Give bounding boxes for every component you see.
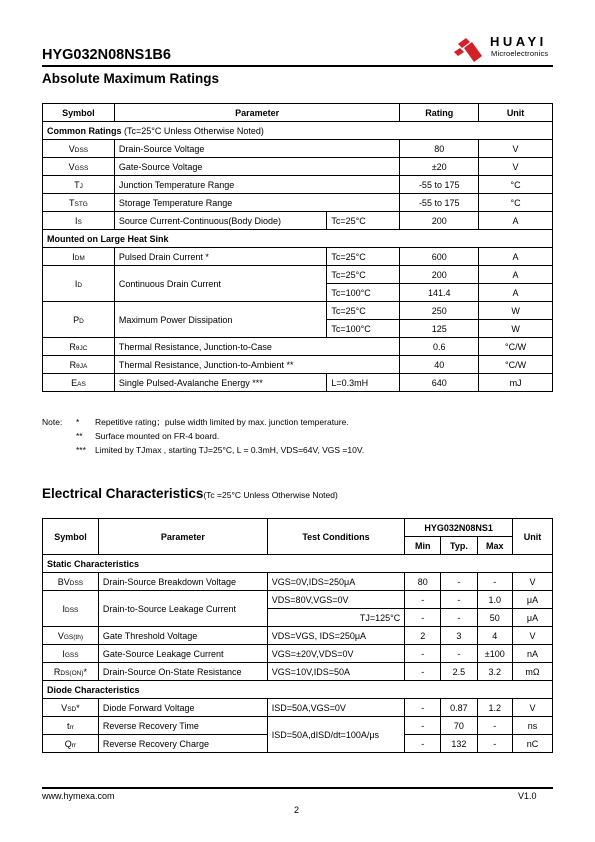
company-logo bbox=[452, 34, 556, 64]
col-typ: Typ. bbox=[441, 537, 477, 555]
rating-cell: 141.4 bbox=[400, 284, 479, 302]
rating-cell: 0.6 bbox=[400, 338, 479, 356]
abs-max-title: Absolute Maximum Ratings bbox=[42, 71, 220, 86]
unit-cell: V bbox=[479, 140, 553, 158]
condition-cell: VDS=80V,VGS=0V bbox=[267, 591, 404, 609]
page-number: 2 bbox=[294, 805, 300, 815]
table-row: VDSS Drain-Source Voltage 80 V bbox=[43, 140, 553, 158]
param-cell: Thermal Resistance, Junction-to-Ambient ** bbox=[114, 356, 399, 374]
condition-cell: TJ=125°C bbox=[356, 609, 405, 627]
section-label: Mounted on Large Heat Sink bbox=[43, 230, 553, 248]
col-unit: Unit bbox=[513, 519, 553, 555]
table-row: RθJC Thermal Resistance, Junction-to-Case 0.6 °C/W bbox=[43, 338, 553, 356]
table-row: TSTG Storage Temperature Range -55 to 175 °C bbox=[43, 194, 553, 212]
condition-cell: VGS=10V,IDS=50A bbox=[267, 663, 404, 681]
table-row: IGSS Gate-Source Leakage Current VGS=±20V,VDS=0V - - ±100 nA bbox=[43, 645, 553, 663]
unit-cell: A bbox=[479, 266, 553, 284]
unit-cell: W bbox=[479, 302, 553, 320]
table-row: VSD* Diode Forward Voltage ISD=50A,VGS=0V - 0.87 1.2 V bbox=[43, 699, 553, 717]
param-cell: Source Current-Continuous(Body Diode) bbox=[114, 212, 327, 230]
param-cell: Junction Temperature Range bbox=[114, 176, 399, 194]
rating-cell: 200 bbox=[400, 212, 479, 230]
logo-mark-icon bbox=[452, 34, 486, 64]
table-row: RDS(ON)* Drain-Source On-State Resistance VGS=10V,IDS=50A - 2.5 3.2 mΩ bbox=[43, 663, 553, 681]
rating-cell: 250 bbox=[400, 302, 479, 320]
param-cell: Drain-Source Breakdown Voltage bbox=[98, 573, 267, 591]
condition-cell: Tc=100°C bbox=[327, 320, 400, 338]
col-group-part: HYG032N08NS1 bbox=[405, 519, 513, 537]
unit-cell: A bbox=[479, 284, 553, 302]
param-cell: Reverse Recovery Time bbox=[98, 717, 267, 735]
condition-cell: L=0.3mH bbox=[327, 374, 400, 392]
section-label: Common Ratings bbox=[47, 125, 122, 136]
table-row: VGS(th) Gate Threshold Voltage VDS=VGS, IDS=250μA 2 3 4 V bbox=[43, 627, 553, 645]
unit-cell: V bbox=[479, 158, 553, 176]
col-min: Min bbox=[405, 537, 441, 555]
section-row bbox=[43, 122, 553, 140]
footer-version: V1.0 bbox=[518, 791, 537, 801]
section-row bbox=[43, 555, 553, 573]
rating-cell: -55 to 175 bbox=[400, 176, 479, 194]
col-symbol: Symbol bbox=[43, 104, 115, 122]
footer-rule bbox=[42, 787, 553, 789]
condition-cell: VGS=0V,IDS=250μA bbox=[267, 573, 404, 591]
col-symbol: Symbol bbox=[43, 519, 99, 555]
table-row: EAS Single Pulsed-Avalanche Energy *** L=0.3mH 640 mJ bbox=[43, 374, 553, 392]
section-row bbox=[43, 230, 553, 248]
unit-cell: A bbox=[479, 212, 553, 230]
unit-cell: °C bbox=[479, 176, 553, 194]
param-cell: Pulsed Drain Current * bbox=[114, 248, 327, 266]
table-row: BVDSS Drain-Source Breakdown Voltage VGS=0V,IDS=250μA 80 - - V bbox=[43, 573, 553, 591]
condition-cell: Tc=25°C bbox=[327, 212, 400, 230]
unit-cell: mJ bbox=[479, 374, 553, 392]
unit-cell: °C bbox=[479, 194, 553, 212]
part-number: HYG032N08NS1B6 bbox=[42, 47, 171, 63]
condition-cell: ISD=50A,dISD/dt=100A/μs bbox=[267, 717, 404, 753]
rating-cell: 40 bbox=[400, 356, 479, 374]
unit-cell: A bbox=[479, 248, 553, 266]
col-rating: Rating bbox=[400, 104, 479, 122]
param-cell: Maximum Power Dissipation bbox=[114, 302, 327, 338]
condition-cell: Tc=25°C bbox=[327, 302, 400, 320]
table-row: trr Reverse Recovery Time ISD=50A,dISD/dt=100A/μs - 70 - ns bbox=[43, 717, 553, 735]
col-test-conditions: Test Conditions bbox=[267, 519, 404, 555]
note-text: Repetitive rating；pulse width limited by max. junction temperature. bbox=[95, 417, 349, 427]
param-cell: Drain-to-Source Leakage Current bbox=[98, 591, 267, 627]
table-row: TJ Junction Temperature Range -55 to 175 °C bbox=[43, 176, 553, 194]
logo-wordmark: HUAYI bbox=[490, 34, 547, 49]
footer-website: www.hymexa.com bbox=[42, 791, 115, 801]
col-parameter: Parameter bbox=[114, 104, 399, 122]
rating-cell: ±20 bbox=[400, 158, 479, 176]
table-row: ID Continuous Drain Current Tc=25°C 200 A bbox=[43, 266, 553, 284]
table-header-row bbox=[43, 104, 553, 122]
section-condition: (Tc=25°C Unless Otherwise Noted) bbox=[124, 125, 264, 136]
elec-title: Electrical Characteristics(Tc =25°C Unless Otherwise Noted) bbox=[42, 486, 338, 501]
param-cell: Drain-Source On-State Resistance bbox=[98, 663, 267, 681]
table-row: PD Maximum Power Dissipation Tc=25°C 250 W bbox=[43, 302, 553, 320]
note-text: Surface mounted on FR-4 board. bbox=[95, 431, 220, 441]
unit-cell: W bbox=[479, 320, 553, 338]
param-cell: Drain-Source Voltage bbox=[114, 140, 399, 158]
rating-cell: 80 bbox=[400, 140, 479, 158]
electrical-characteristics-table bbox=[42, 518, 553, 753]
rating-cell: 125 bbox=[400, 320, 479, 338]
param-cell: Single Pulsed-Avalanche Energy *** bbox=[114, 374, 327, 392]
rating-cell: 200 bbox=[400, 266, 479, 284]
absolute-maximum-ratings-table bbox=[42, 103, 553, 392]
param-cell: Continuous Drain Current bbox=[114, 266, 327, 302]
condition-cell: Tc=25°C bbox=[327, 248, 400, 266]
notes-block: Note: * Repetitive rating；pulse width limited by max. junction temperature. ** Surface mounted on FR-4 board. *** Limited by TJmax , starting TJ=25°C, L = 0.3mH, VDS=64V, VGS =10V. bbox=[42, 417, 365, 455]
table-header-row bbox=[43, 519, 553, 537]
table-row: RθJA Thermal Resistance, Junction-to-Ambient ** 40 °C/W bbox=[43, 356, 553, 374]
rating-cell: 600 bbox=[400, 248, 479, 266]
condition-cell: VDS=VGS, IDS=250μA bbox=[267, 627, 404, 645]
rating-cell: -55 to 175 bbox=[400, 194, 479, 212]
param-cell: Reverse Recovery Charge bbox=[98, 735, 267, 753]
rating-cell: 640 bbox=[400, 374, 479, 392]
unit-cell: °C/W bbox=[479, 356, 553, 374]
col-max: Max bbox=[477, 537, 512, 555]
table-row: IS Source Current-Continuous(Body Diode) Tc=25°C 200 A bbox=[43, 212, 553, 230]
condition-cell: ISD=50A,VGS=0V bbox=[267, 699, 404, 717]
unit-cell: °C/W bbox=[479, 338, 553, 356]
table-row: VGSS Gate-Source Voltage ±20 V bbox=[43, 158, 553, 176]
logo-subtitle: Microelectronics bbox=[491, 49, 549, 58]
condition-cell: VGS=±20V,VDS=0V bbox=[267, 645, 404, 663]
section-row bbox=[43, 681, 553, 699]
section-label: Static Characteristics bbox=[43, 555, 553, 573]
table-row: TJ=125°C - - 50 μA bbox=[43, 609, 553, 627]
param-cell: Diode Forward Voltage bbox=[98, 699, 267, 717]
param-cell: Gate Threshold Voltage bbox=[98, 627, 267, 645]
notes-label: Note: bbox=[42, 417, 63, 427]
param-cell: Thermal Resistance, Junction-to-Case bbox=[114, 338, 399, 356]
col-parameter: Parameter bbox=[98, 519, 267, 555]
table-row: IDM Pulsed Drain Current * Tc=25°C 600 A bbox=[43, 248, 553, 266]
table-row: IDSS Drain-to-Source Leakage Current VDS=80V,VGS=0V - - 1.0 μA bbox=[43, 591, 553, 609]
col-unit: Unit bbox=[479, 104, 553, 122]
param-cell: Storage Temperature Range bbox=[114, 194, 399, 212]
param-cell: Gate-Source Voltage bbox=[114, 158, 399, 176]
param-cell: Gate-Source Leakage Current bbox=[98, 645, 267, 663]
table-row: Qrr Reverse Recovery Charge - 132 - nC bbox=[43, 735, 553, 753]
note-text: Limited by TJmax , starting TJ=25°C, L = 0.3mH, VDS=64V, VGS =10V. bbox=[95, 445, 365, 455]
condition-cell: Tc=100°C bbox=[327, 284, 400, 302]
section-label: Diode Characteristics bbox=[43, 681, 553, 699]
condition-cell: Tc=25°C bbox=[327, 266, 400, 284]
elec-title-condition: (Tc =25°C Unless Otherwise Noted) bbox=[203, 490, 338, 500]
header-rule bbox=[42, 65, 553, 67]
